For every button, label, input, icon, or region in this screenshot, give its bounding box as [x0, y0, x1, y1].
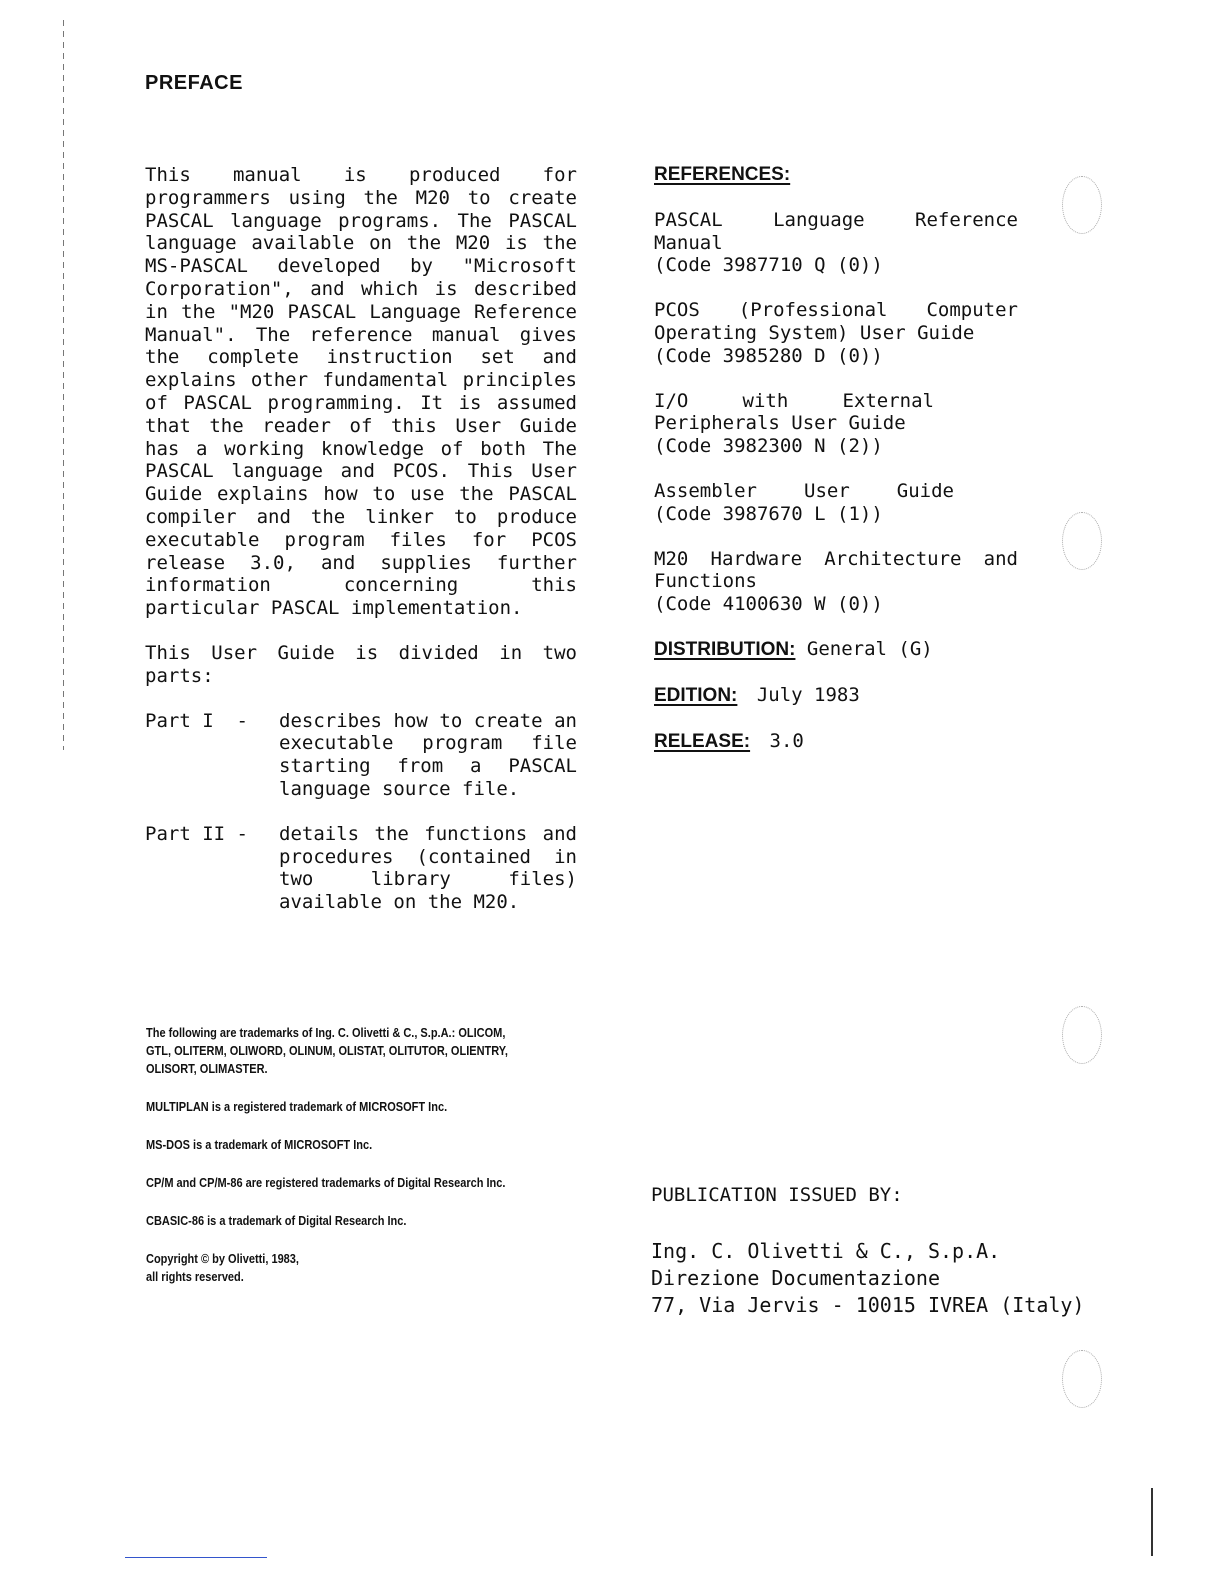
- punch-hole: [1062, 1350, 1102, 1408]
- edge-mark: [125, 1557, 267, 1558]
- punch-hole: [1062, 1006, 1102, 1064]
- trademark-note: MULTIPLAN is a registered trademark of MICROSOFT Inc.: [146, 1100, 448, 1114]
- margin-rule: [63, 20, 64, 750]
- punch-hole: [1062, 512, 1102, 570]
- distribution-line: [654, 638, 1018, 662]
- trademark-note: The following are trademarks of Ing. C. Olivetti & C., S.p.A.: OLICOM, GTL, OLITERM, OLIWORD, OLINUM, OLISTAT, OLITUTOR, OLIENTRY, OLISORT, OLIMASTER.: [146, 1026, 508, 1076]
- trademark-note: MS-DOS is a trademark of MICROSOFT Inc.: [146, 1138, 373, 1152]
- reference-item: [654, 299, 1018, 367]
- edition-value: July 1983: [756, 683, 860, 706]
- distribution-value: General (G): [806, 637, 933, 660]
- trademarks-block: [146, 1024, 586, 1286]
- reference-code: (Code 3982300 N (2)): [654, 435, 883, 458]
- publication-issued-heading: PUBLICATION ISSUED BY:: [651, 1184, 903, 1206]
- part-text: describes how to create an executable program file starting from a PASCAL language source file.: [279, 709, 577, 800]
- publisher-line: Ing. C. Olivetti & C., S.p.A.: [651, 1239, 1001, 1263]
- punch-hole: [1062, 176, 1102, 234]
- reference-code: (Code 3987670 L (1)): [654, 502, 883, 525]
- part-label: Part I -: [145, 709, 248, 732]
- reference-item: [654, 390, 1018, 458]
- copyright-line: all rights reserved.: [146, 1270, 244, 1284]
- release-value: 3.0: [769, 729, 804, 752]
- reference-item: [654, 209, 1018, 277]
- distribution-label: DISTRIBUTION:: [654, 638, 796, 660]
- left-column: [145, 164, 577, 914]
- right-column: [654, 164, 1018, 753]
- part-text: details the functions and procedures (contained in two library files) available on the M20.: [279, 822, 577, 914]
- reference-title: I/O with External Peripherals User Guide: [654, 389, 934, 435]
- reference-code: (Code 4100630 W (0)): [654, 593, 883, 616]
- copyright-line: Copyright © by Olivetti, 1983,: [146, 1252, 299, 1266]
- reference-item: [654, 548, 1018, 616]
- part-item: [145, 823, 577, 914]
- reference-title: PCOS (Professional Computer Operating System) User Guide: [654, 299, 1018, 344]
- references-heading: REFERENCES:: [654, 164, 791, 185]
- divided-paragraph: This User Guide is divided in two parts:: [145, 641, 577, 687]
- copyright-note: [146, 1250, 533, 1286]
- reference-item: [654, 480, 1018, 526]
- edge-mark: [1151, 1488, 1153, 1556]
- page-title: PREFACE: [145, 72, 243, 94]
- publisher-line: 77, Via Jervis - 10015 IVREA (Italy): [651, 1293, 1085, 1317]
- trademark-note: CP/M and CP/M-86 are registered trademarks of Digital Research Inc.: [146, 1176, 506, 1190]
- trademark-note: CBASIC-86 is a trademark of Digital Research Inc.: [146, 1214, 407, 1228]
- reference-title: M20 Hardware Architecture and Functions: [654, 547, 1018, 593]
- part-label: Part II -: [145, 822, 248, 845]
- reference-title: Assembler User Guide: [654, 479, 954, 502]
- reference-code: (Code 3985280 D (0)): [654, 344, 883, 367]
- release-line: [654, 730, 1018, 754]
- edition-line: [654, 684, 1018, 708]
- reference-code: (Code 3987710 Q (0)): [654, 254, 883, 277]
- publisher-line: Direzione Documentazione: [651, 1266, 940, 1290]
- part-item: [145, 710, 577, 801]
- edition-label: EDITION:: [654, 684, 738, 706]
- reference-title: PASCAL Language Reference Manual: [654, 208, 1018, 254]
- publisher-address: [651, 1238, 1084, 1319]
- release-label: RELEASE:: [654, 730, 751, 752]
- intro-paragraph: This manual is produced for programmers using the M20 to create PASCAL language programs. The PASCAL language available on the M20 is the MS-PASCAL developed by "Microsoft Corporation", and which is described in the "M20 PASCAL Language Reference Manual". The reference manual gives the complete instruction set and explains other fundamental principles of PASCAL programming. It is assumed that the reader of this User Guide has a working knowledge of both The PASCAL language and PCOS. This User Guide explains how to use the PASCAL compiler and the linker to produce executable program files for PCOS release 3.0, and supplies further information concerning this particular PASCAL implementation.: [145, 164, 577, 620]
